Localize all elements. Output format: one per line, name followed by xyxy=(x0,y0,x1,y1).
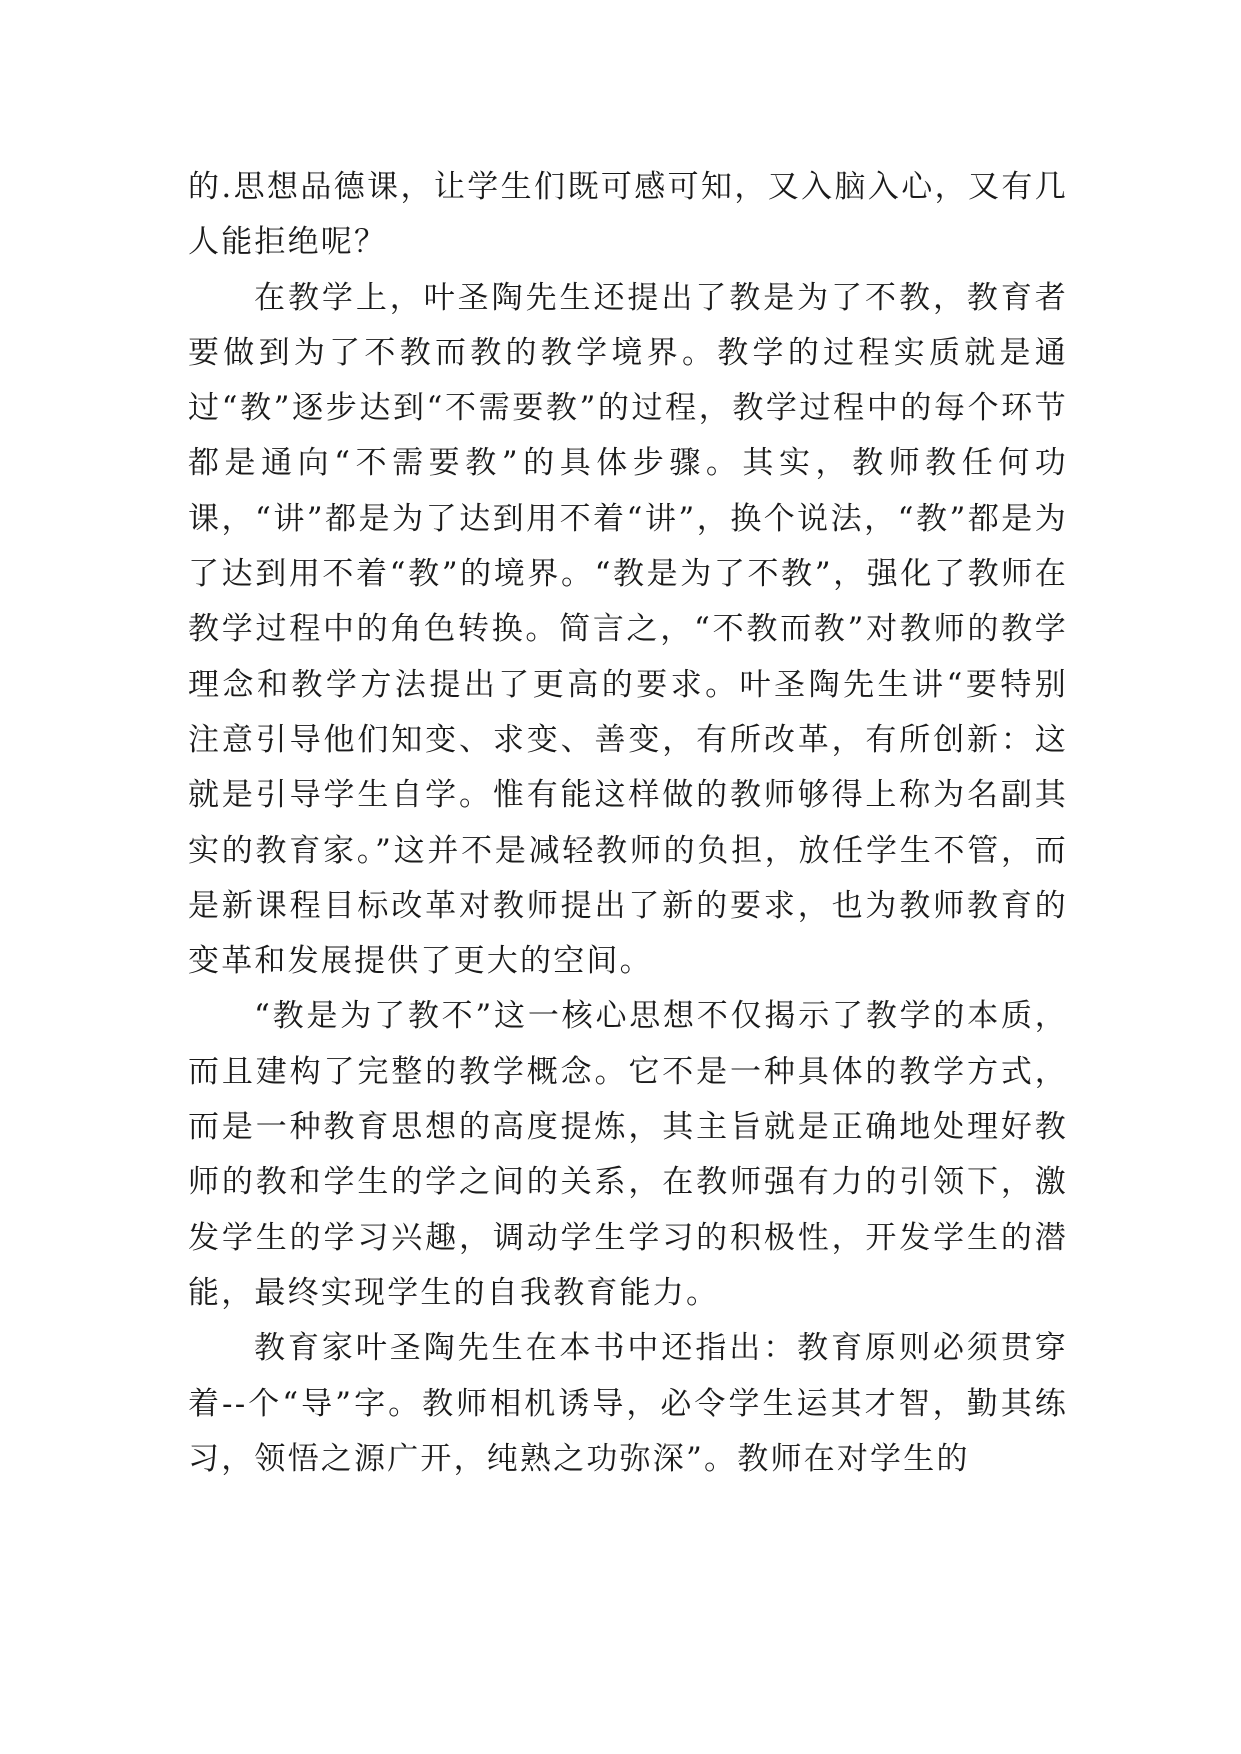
document-body xyxy=(188,160,1068,1487)
paragraph-continuation: 的.思想品德课，让学生们既可感可知，又入脑入心，又有几人能拒绝呢？ xyxy=(188,169,1068,261)
paragraph-core-idea: “教是为了教不”这一核心思想不仅揭示了教学的本质，而且建构了完整的教学概念。它不是一种具体的教学方式，而是一种教育思想的高度提炼，其主旨就是正确地处理好教师的教和学生的学之间的关系，在教师强有力的引领下，激发学生的学习兴趣，调动学生学习的积极性，开发学生的潜能，最终实现学生的自我教育能力。 xyxy=(188,998,1068,1311)
paragraph-teaching-not-teaching: 在教学上，叶圣陶先生还提出了教是为了不教，教育者要做到为了不教而教的教学境界。教学的过程实质就是通过“教”逐步达到“不需要教”的过程，教学过程中的每个环节都是通向“不需要教”的具体步骤。其实，教师教任何功课，“讲”都是为了达到用不着“讲”，换个说法，“教”都是为了达到用不着“教”的境界。“教是为了不教”，强化了教师在教学过程中的角色转换。简言之，“不教而教”对教师的教学理念和教学方法提出了更高的要求。叶圣陶先生讲“要特别注意引导他们知变、求变、善变，有所改革，有所创新：这就是引导学生自学。惟有能这样做的教师够得上称为名副其实的教育家。”这并不是减轻教师的负担，放任学生不管，而是新课程目标改革对教师提出了新的要求，也为教师教育的变革和发展提供了更大的空间。 xyxy=(188,279,1068,980)
paragraph-guidance-principle: 教育家叶圣陶先生在本书中还指出：教育原则必须贯穿着--个“导”字。教师相机诱导，必令学生运其才智，勤其练习，领悟之源广开，纯熟之功弥深”。教师在对学生的 xyxy=(188,1330,1068,1477)
